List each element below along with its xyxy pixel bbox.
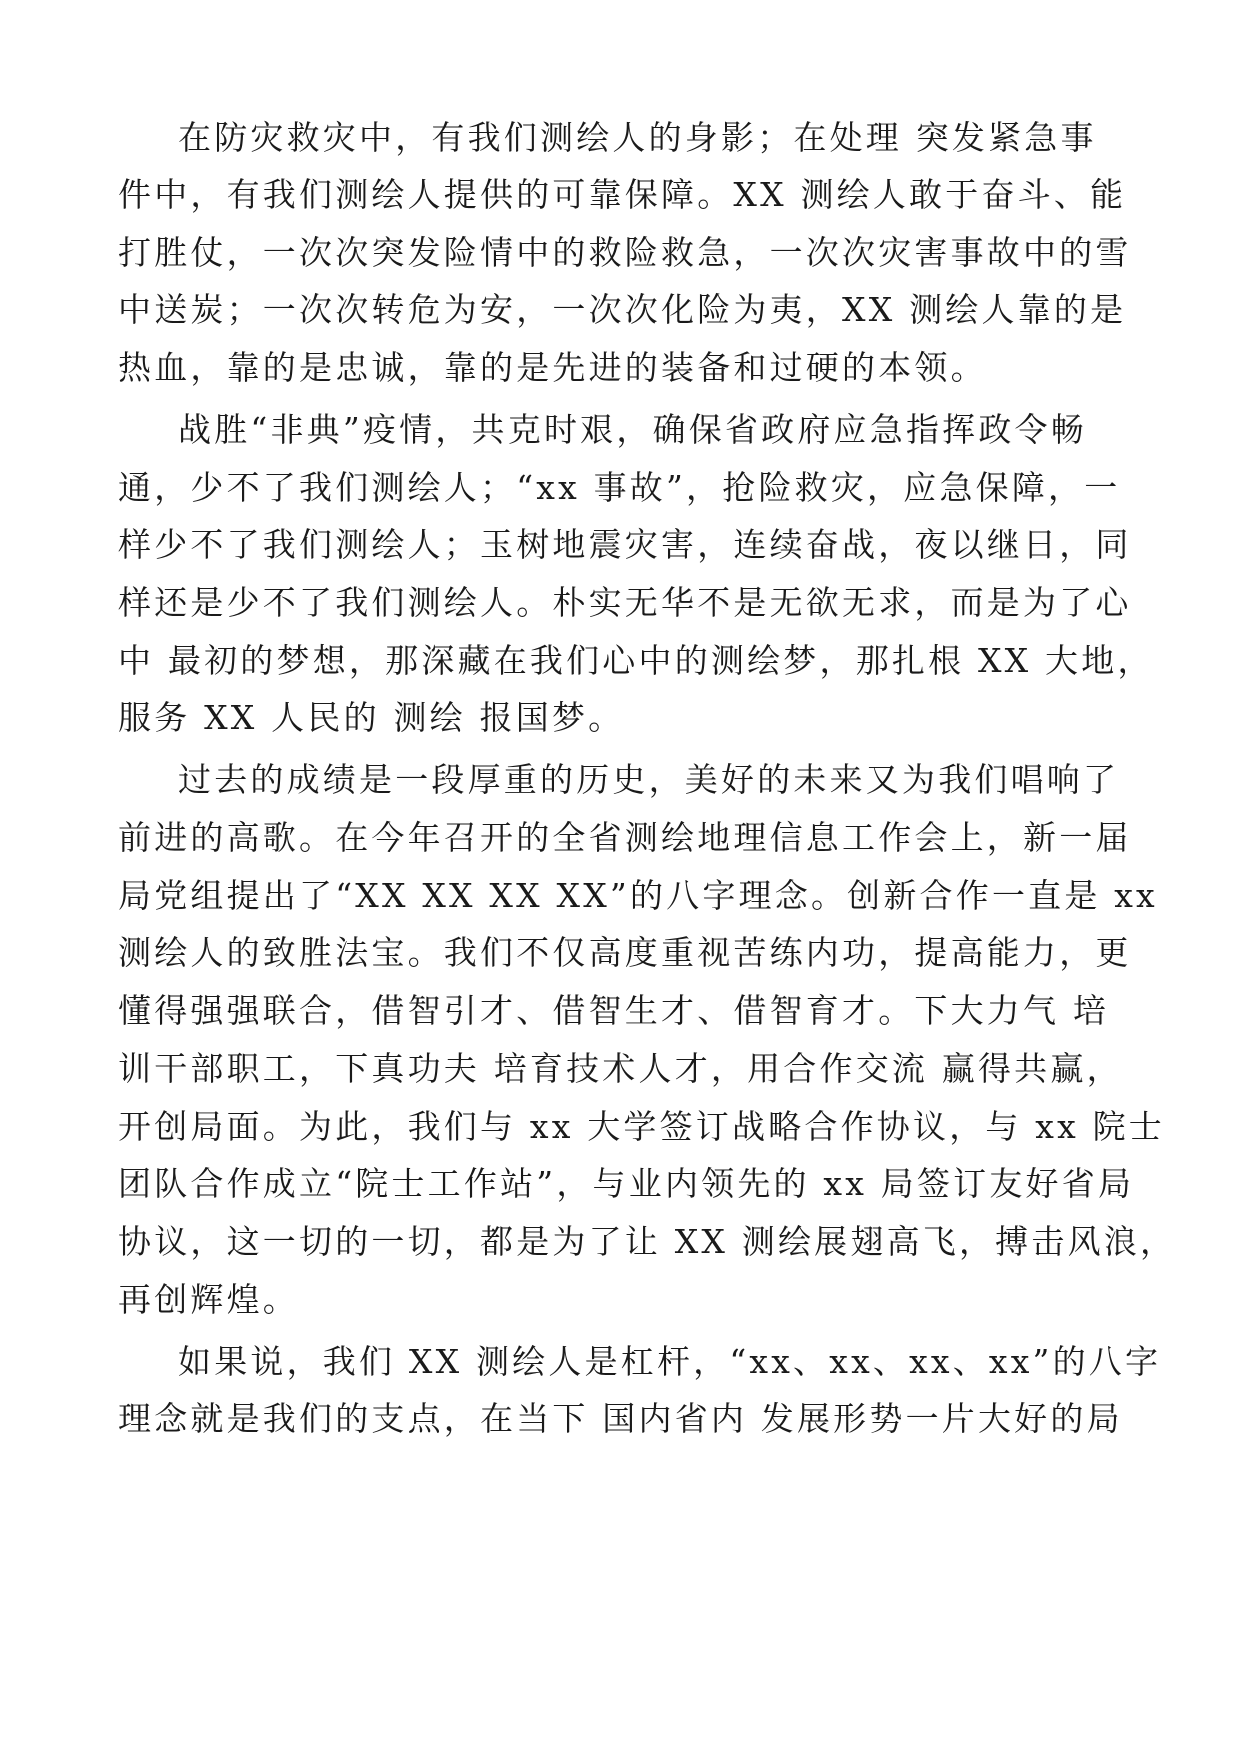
text-line: 在防灾救灾中，有我们测绘人的身影；在处理 突发紧急事: [178, 118, 1097, 157]
text-line: 打胜仗，一次次突发险情中的救险救急，一次次灾害事故中的雪: [118, 233, 1132, 272]
text-line: 中送炭；一次次转危为安，一次次化险为夷，XX 测绘人靠的是: [118, 290, 1127, 329]
text-line: 中 最初的梦想，那深藏在我们心中的测绘梦，那扎根 XX 大地，: [118, 641, 1154, 680]
text-line: 通，少不了我们测绘人；“xx 事故”，抢险救灾，应急保障，一: [118, 468, 1121, 507]
text-line: 样还是少不了我们测绘人。朴实无华不是无欲无求，而是为了心: [118, 583, 1132, 622]
text-line: 协议，这一切的一切，都是为了让 XX 测绘展翅高飞，搏击风浪，: [118, 1222, 1177, 1261]
text-line: 热血，靠的是忠诚，靠的是先进的装备和过硬的本领。: [118, 348, 987, 387]
text-line: 样少不了我们测绘人；玉树地震灾害，连续奋战，夜以继日，同: [118, 525, 1132, 564]
text-line: 训干部职工，下真功夫 培育技术人才，用合作交流 赢得共赢，: [118, 1049, 1123, 1088]
text-line: 开创局面。为此，我们与 xx 大学签订战略合作协议，与 xx 院士: [118, 1107, 1166, 1146]
text-line: 件中，有我们测绘人提供的可靠保障。XX 测绘人敢于奋斗、能: [118, 175, 1127, 214]
text-line: 再创辉煌。: [118, 1280, 299, 1319]
text-line: 战胜“非典”疫情，共克时艰，确保省政府应急指挥政令畅: [178, 410, 1087, 449]
text-line: 局党组提出了“XX XX XX XX”的八字理念。创新合作一直是 xx: [118, 876, 1158, 915]
text-line: 懂得强强联合，借智引才、借智生才、借智育才。下大力气 培: [118, 991, 1110, 1030]
text-line: 测绘人的致胜法宝。我们不仅高度重视苦练内功，提高能力，更: [118, 933, 1132, 972]
text-line: 如果说，我们 XX 测绘人是杠杆，“xx、xx、xx、xx”的八字: [178, 1342, 1162, 1381]
text-line: 前进的高歌。在今年召开的全省测绘地理信息工作会上，新一届: [118, 818, 1132, 857]
text-line: 过去的成绩是一段厚重的历史，美好的未来又为我们唱响了: [178, 760, 1120, 799]
text-line: 团队合作成立“院士工作站”，与业内领先的 xx 局签订友好省局: [118, 1164, 1135, 1203]
text-line: 服务 XX 人民的 测绘 报国梦。: [118, 698, 625, 737]
text-line: 理念就是我们的支点，在当下 国内省内 发展形势一片大好的局: [118, 1399, 1123, 1438]
